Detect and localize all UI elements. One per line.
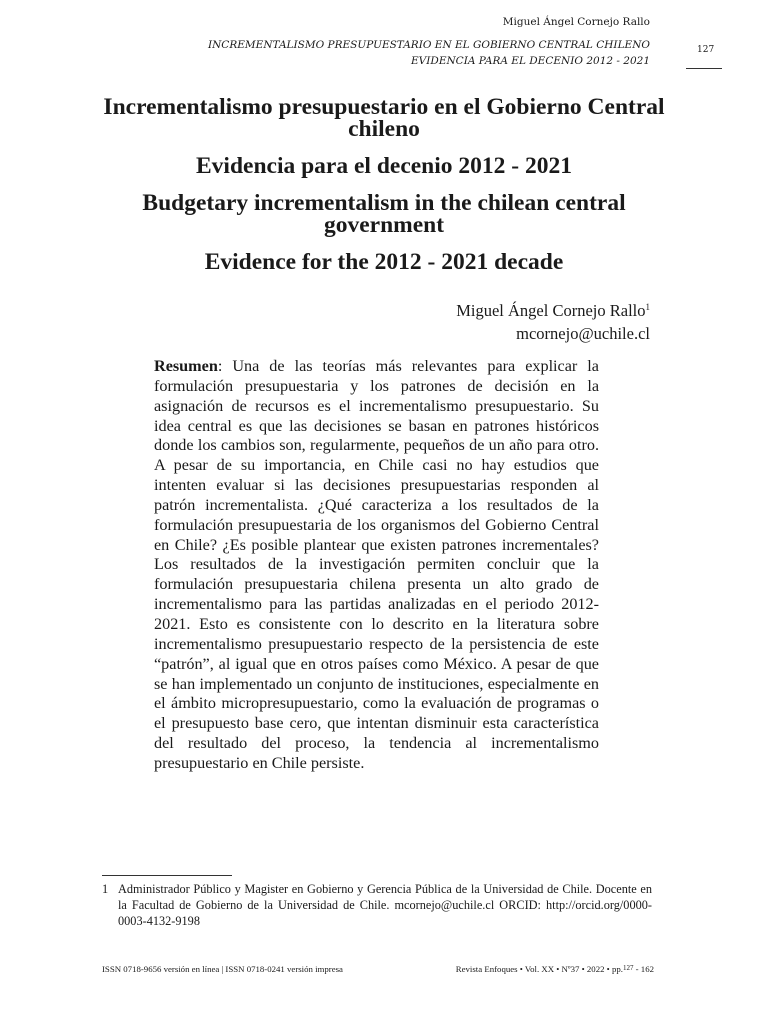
author-name-line xyxy=(456,296,650,322)
footnote-number: 1 xyxy=(102,882,109,896)
footer-issn: ISSN 0718-9656 versión en línea | ISSN 0718-0241 versión impresa xyxy=(102,964,343,974)
subtitle-spanish: Evidencia para el decenio 2012 - 2021 xyxy=(196,153,572,179)
abstract xyxy=(154,357,599,774)
running-header-title-line-2: EVIDENCIA PARA EL DECENIO 2012 - 2021 xyxy=(411,55,650,67)
page-number: 127 xyxy=(697,45,715,55)
author-name: Miguel Ángel Cornejo Rallo xyxy=(456,301,646,320)
footer-citation xyxy=(456,964,654,974)
header-rule xyxy=(686,68,722,69)
subtitle-english: Evidence for the 2012 - 2021 decade xyxy=(204,249,564,275)
footer-pages-end: - 162 xyxy=(633,964,654,974)
running-header-author: Miguel Ángel Cornejo Rallo xyxy=(502,16,650,28)
footnote xyxy=(102,881,652,929)
running-header-title-line-1: INCREMENTALISMO PRESUPUESTARIO EN EL GOBIERNO CENTRAL CHILENO xyxy=(207,39,650,51)
title-english: Budgetary incrementalism in the chilean central government xyxy=(142,190,626,238)
footnote-rule xyxy=(102,875,232,876)
running-header-title xyxy=(208,37,650,69)
page-footer xyxy=(102,964,654,974)
author-email[interactable]: mcornejo@uchile.cl xyxy=(516,324,650,343)
title-spanish: Incrementalismo presupuestario en el Gobierno Central chileno xyxy=(103,94,665,142)
author-block xyxy=(456,296,650,345)
abstract-label: Resumen xyxy=(154,357,218,375)
footer-journal: Revista Enfoques • Vol. XX • Nº37 • 2022 • pp. xyxy=(455,964,623,974)
footnote-text: Administrador Público y Magister en Gobierno y Gerencia Pública de la Universidad de Chile. Docente en la Facultad de Gobierno de la Universidad de Chile. mcornejo@uchile.cl ORCID: http://orcid.org/0000-0003-4132-9198 xyxy=(118,882,652,928)
abstract-text: : Una de las teorías más relevantes para explicar la formulación presupuestaria y los patrones de decisión en la asignación de recursos es el incrementalismo presupuestario. Su idea central es que las decisiones se basan en patrones históricos donde los cambios son, regularmente, pequeños de un año para otro. A pesar de su importancia, en Chile casi no hay estudios que intenten evaluar si las decisiones presupuestarias responden al patrón incrementalista. ¿Qué caracteriza a los resultados de la formulación presupuestaria de los organismos del Gobierno Central en Chile? ¿Es posible plantear que existen patrones incrementales? Los resultados de la investigación permiten concluir que la formulación presupuestaria chilena presenta un alto grado de incrementalismo para las partidas analizadas en el periodo 2012-2021. Esto es consistente con lo descrito en la literatura sobre incrementalismo presupuestario respecto de la persistencia de este “patrón”, al igual que en otros países como México. A pesar de que se han implementado un conjunto de instituciones, especialmente en el ámbito micropresupuestario, como la evaluación de programas o el presupuesto base cero, que intentan disminuir esta característica del resultado del proceso, la tendencia al incrementalismo presupuestario en Chile persiste. xyxy=(154,357,599,772)
author-footnote-marker[interactable]: 1 xyxy=(645,302,650,312)
title-block xyxy=(90,96,678,273)
footer-pages-start: 127 xyxy=(622,964,634,972)
